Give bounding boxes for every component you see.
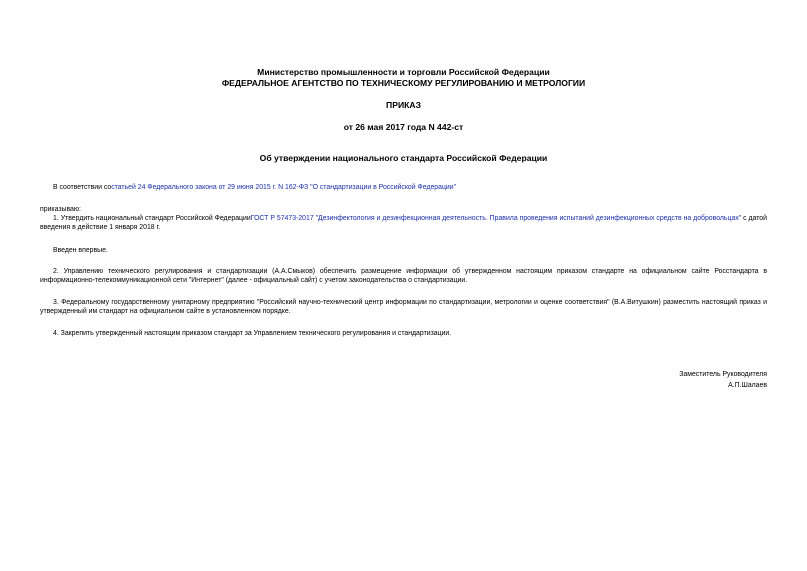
signature-position: Заместитель Руководителя — [679, 371, 767, 378]
document-type: ПРИКАЗ — [386, 100, 421, 110]
signature-name: А.П.Шалаев — [728, 382, 767, 389]
order-word: приказываю: — [40, 206, 81, 213]
item-1-suffix: с датой введения в действие 1 января 2018 г. — [40, 215, 767, 231]
item-1-prefix: 1. Утвердить национальный стандарт Российской Федерации — [53, 215, 251, 222]
intro-prefix: В соответствии со — [53, 184, 112, 191]
item-1-paragraph — [40, 214, 767, 232]
gost-standard-link[interactable]: ГОСТ Р 57473-2017 "Дезинфектология и дезинфекционная деятельность. Правила проведения испытаний дезинфекционных средств на добровольцах" — [250, 215, 742, 222]
agency-title: ФЕДЕРАЛЬНОЕ АГЕНТСТВО ПО ТЕХНИЧЕСКОМУ РЕГУЛИРОВАНИЮ И МЕТРОЛОГИИ — [221, 78, 586, 88]
federal-law-link[interactable]: статьей 24 Федерального закона от 29 июня 2015 г. N 162-ФЗ "О стандартизации в Российской Федерации" — [111, 184, 457, 191]
ministry-title: Министерство промышленности и торговли Российской Федерации — [257, 67, 550, 77]
item-3-paragraph: 3. Федеральному государственному унитарному предприятию "Российский научно-технический центр информации по стандартизации, метрологии и оценке соответствия" (В.А.Витушкин) разместить настоящий приказ и утвержденный им стандарт на официальном сайте в установленном порядке. — [40, 299, 767, 315]
item-4-paragraph: 4. Закрепить утвержденный настоящим приказом стандарт за Управлением технического регулирования и стандартизации. — [53, 330, 452, 337]
document-subject: Об утверждении национального стандарта Российской Федерации — [259, 153, 548, 163]
intro-paragraph — [40, 183, 767, 192]
introduced-note: Введен впервые. — [53, 247, 108, 254]
document-date-number: от 26 мая 2017 года N 442-ст — [343, 122, 464, 132]
item-2-paragraph: 2. Управлению технического регулирования и стандартизации (А.А.Смыков) обеспечить размещение информации об утвержденном настоящим приказом стандарте на официальном сайте Росстандарта в информационно-телекоммуникационной сети "Интернет" (далее - официальный сайт) с учетом законодательства о стандартизации. — [40, 268, 767, 284]
